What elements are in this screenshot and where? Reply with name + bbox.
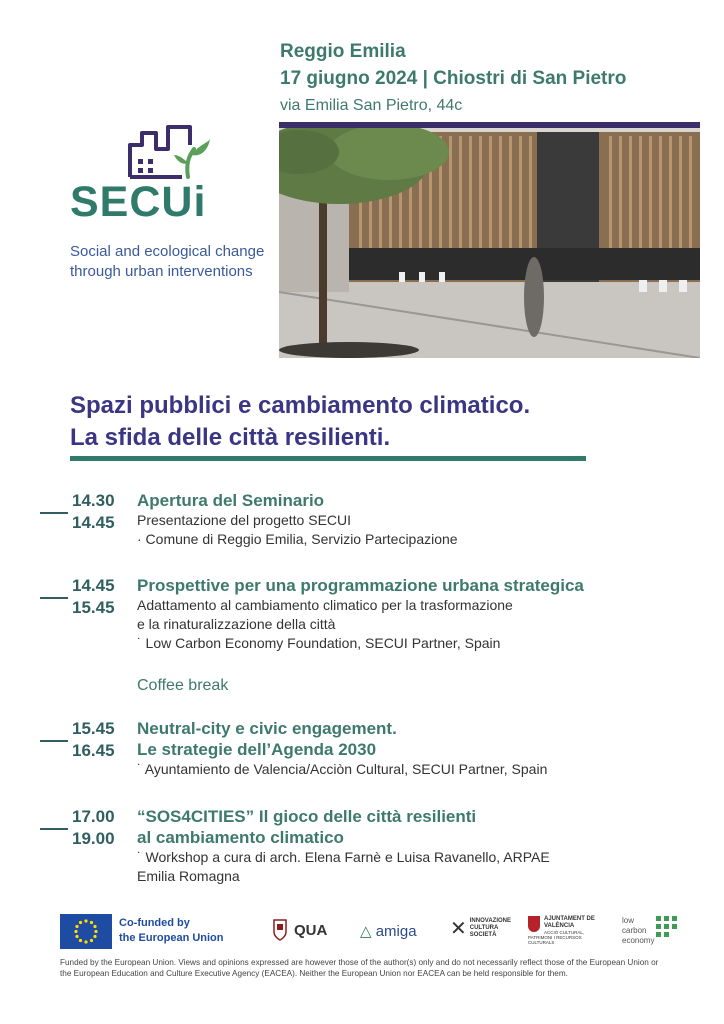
session-dash: [40, 740, 68, 742]
session-title-2: Le strategie dell’Agenda 2030: [137, 740, 377, 759]
valencia-logo: [528, 916, 608, 945]
eu-cofunded-label: [119, 916, 224, 946]
valencia-label: AJUNTAMENT DE VALÈNCIA: [544, 916, 595, 929]
session-body: [137, 806, 697, 886]
headline-line-2: La sfida delle città resilienti.: [70, 424, 391, 451]
low-carbon-economy-logo: [622, 916, 680, 946]
session-title: Prospettive per una programmazione urbana strategica: [137, 576, 584, 595]
session-start: 14.45: [72, 576, 115, 595]
event-separator: |: [422, 68, 428, 89]
session-title: Apertura del Seminario: [137, 491, 325, 510]
cloister-building-image: [279, 122, 700, 358]
session-dash: [40, 512, 68, 514]
session-end: 15.45: [72, 598, 115, 617]
qua-logo: QUA: [294, 922, 328, 939]
session-body: [137, 490, 697, 549]
headline: [70, 390, 630, 454]
event-date: 17 giugno 2024: [280, 68, 418, 89]
session-speaker-cont: Emilia Romagna: [137, 868, 240, 884]
event-date-line: [280, 65, 710, 92]
amiga-logo: [360, 922, 417, 940]
session-body: [137, 718, 697, 779]
session-speaker: ˙ Low Carbon Economy Foundation, SECUI Partner, Spain: [137, 635, 501, 651]
session-start: 14.30: [72, 491, 115, 510]
session-line: e la rinaturalizzazione della città: [137, 616, 336, 632]
venue-photo: [279, 122, 700, 358]
brand-tagline: Social and ecological change through urban interventions: [70, 243, 265, 280]
headline-line-1: Spazi pubblici e cambiamento climatico.: [70, 392, 531, 419]
headline-rule: [70, 456, 586, 461]
session-end: 16.45: [72, 741, 115, 760]
session-times: [72, 575, 115, 619]
session-title-2: al cambiamento climatico: [137, 828, 344, 847]
session-start: 15.45: [72, 719, 115, 738]
photo-top-bar: [279, 122, 700, 128]
ics-label: INNOVAZIONE CULTURA SOCIETÀ: [469, 918, 511, 938]
session-times: [72, 490, 115, 534]
session-title: Neutral-city e civic engagement.: [137, 719, 397, 738]
session-line: Presentazione del progetto SECUI: [137, 512, 352, 528]
event-header: [280, 38, 710, 117]
eu-line-1: Co-funded by: [119, 917, 190, 929]
session-speaker: ˙ Ayuntamiento de Valencia/Acciòn Cultural, SECUI Partner, Spain: [137, 761, 548, 777]
event-city: Reggio Emilia: [280, 41, 406, 62]
valencia-crest-icon: [528, 916, 540, 932]
session-times: [72, 718, 115, 762]
session-speaker: ˙ Workshop a cura di arch. Elena Farnè e Luisa Ravanello, ARPAE: [137, 849, 550, 865]
amiga-label: amiga: [375, 923, 417, 940]
session-end: 14.45: [72, 513, 115, 532]
event-venue: Chiostri di San Pietro: [433, 68, 627, 89]
valencia-sub-label: ACCIÓ CULTURAL, PATRIMONI I RECURSOS CULTURALS: [528, 930, 585, 945]
session-start: 17.00: [72, 807, 115, 826]
coffee-break: Coffee break: [137, 677, 229, 694]
ics-logo: [450, 918, 520, 940]
session-speaker: · Comune di Reggio Emilia, Servizio Partecipazione: [137, 531, 458, 547]
eu-line-2: the European Union: [119, 932, 224, 944]
session-dash: [40, 828, 68, 830]
event-address: via Emilia San Pietro, 44c: [280, 97, 463, 114]
brand-name: SECUi: [70, 178, 207, 226]
footer-logos: [60, 912, 680, 952]
reggio-emilia-crest-icon: [272, 918, 288, 945]
session-times: [72, 806, 115, 850]
lce-dots-icon: [656, 916, 678, 937]
session-body: [137, 575, 697, 653]
funding-disclaimer: Funded by the European Union. Views and opinions expressed are however those of the author(s) only and do not necessarily reflect those of the European Union or the European Education and Culture Executive Agency (EACEA). Neither the European Union nor EACEA can be held responsible for them.: [60, 958, 659, 978]
session-dash: [40, 597, 68, 599]
session-end: 19.00: [72, 829, 115, 848]
session-line: Adattamento al cambiamento climatico per la trasformazione: [137, 597, 513, 613]
triangle-icon: △: [360, 923, 372, 940]
city-leaf-icon: [128, 125, 212, 179]
lce-label: low carbon economy: [622, 916, 655, 945]
eu-flag-icon: [60, 914, 112, 949]
x-mark-icon: ✕: [450, 918, 467, 940]
session-title: “SOS4CITIES” Il gioco delle città resilienti: [137, 807, 477, 826]
